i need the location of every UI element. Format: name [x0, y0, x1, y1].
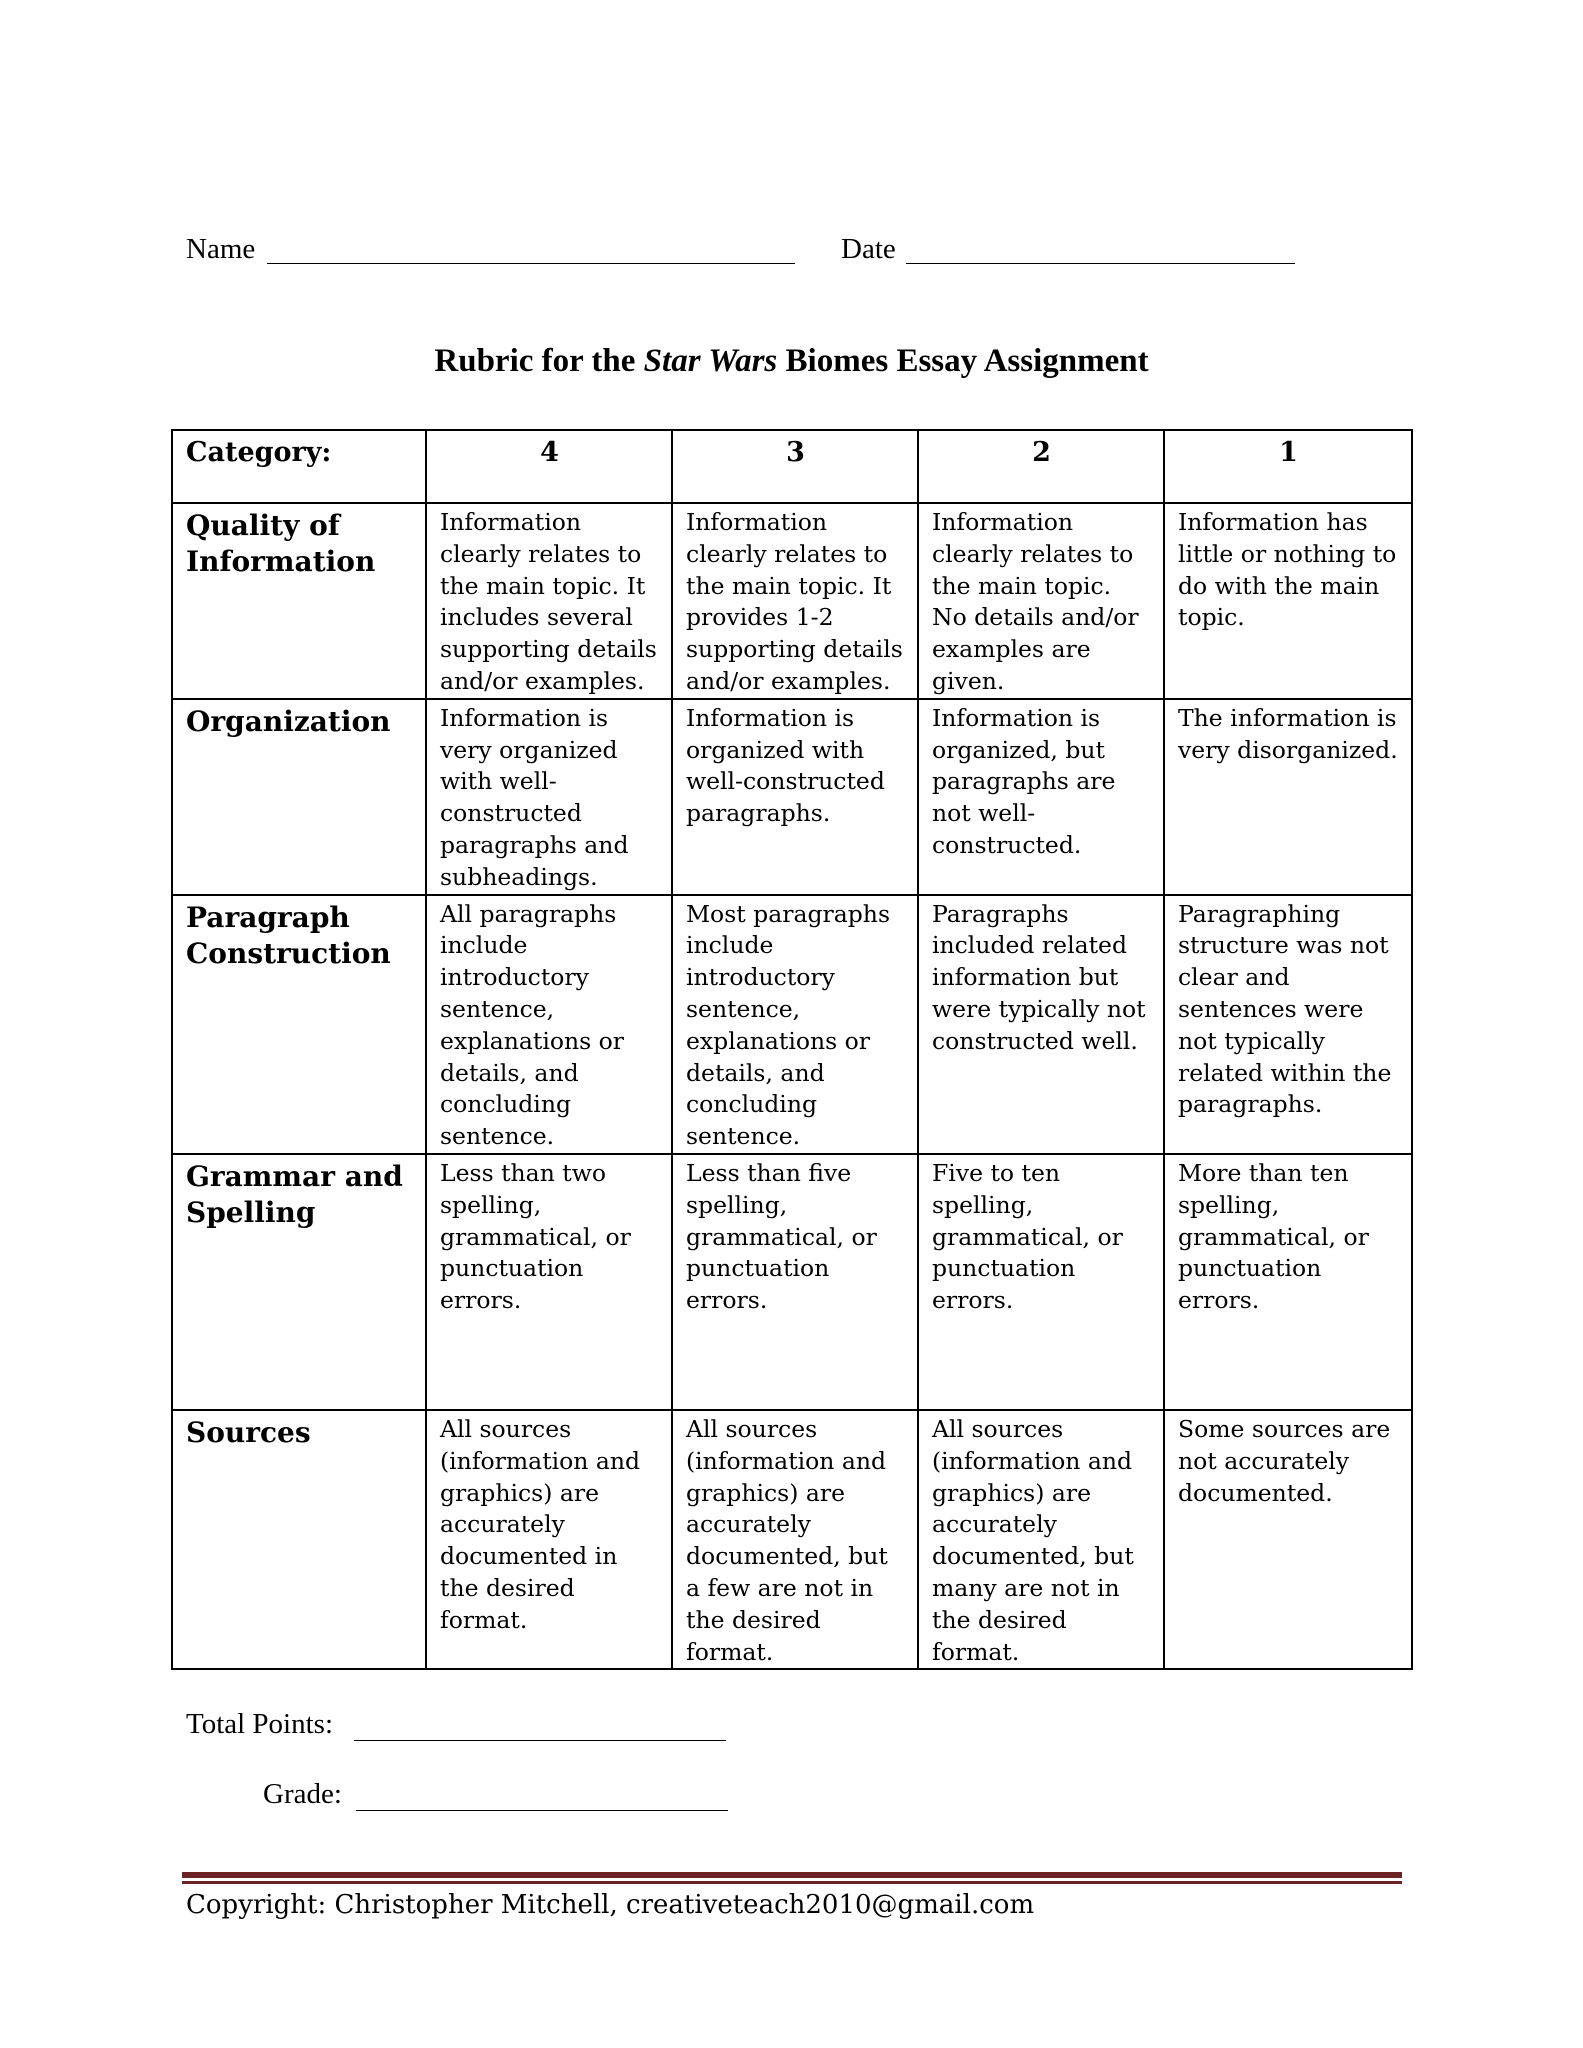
- rubric-cell: Paragraphs included related information but were typically not constructed well.: [918, 895, 1164, 1154]
- category-cell: Sources: [172, 1410, 426, 1669]
- total-points-label: Total Points:: [186, 1708, 334, 1740]
- table-row: [172, 699, 1412, 895]
- category-cell: Quality of Information: [172, 503, 426, 699]
- rubric-cell: Five to ten spelling, grammatical, or punctuation errors.: [918, 1154, 1164, 1410]
- grade-label: Grade:: [263, 1778, 342, 1810]
- rubric-cell: Most paragraphs include introductory sentence, explanations or details, and concluding sentence.: [672, 895, 918, 1154]
- name-label: Name: [186, 233, 256, 265]
- rubric-cell: Less than two spelling, grammatical, or punctuation errors.: [426, 1154, 672, 1410]
- rubric-cell: All sources (information and graphics) are accurately documented in the desired format.: [426, 1410, 672, 1669]
- category-cell: Grammar and Spelling: [172, 1154, 426, 1410]
- page-title: [0, 345, 1583, 378]
- rubric-cell: Information has little or nothing to do with the main topic.: [1164, 503, 1412, 699]
- rubric-cell: The information is very disorganized.: [1164, 699, 1412, 895]
- table-header-row: [172, 430, 1412, 503]
- rubric-cell: Less than five spelling, grammatical, or punctuation errors.: [672, 1154, 918, 1410]
- header-category: Category:: [172, 430, 426, 503]
- rubric-cell: Information is very organized with well-constructed paragraphs and subheadings.: [426, 699, 672, 895]
- rubric-table: [171, 429, 1413, 1670]
- rubric-cell: All sources (information and graphics) are accurately documented, but many are not in the desired format.: [918, 1410, 1164, 1669]
- rubric-cell: More than ten spelling, grammatical, or punctuation errors.: [1164, 1154, 1412, 1410]
- table-row: [172, 503, 1412, 699]
- category-cell: Organization: [172, 699, 426, 895]
- rubric-cell: Paragraphing structure was not clear and sentences were not typically related within the paragraphs.: [1164, 895, 1412, 1154]
- table-row: [172, 895, 1412, 1154]
- date-field[interactable]: [906, 263, 1295, 264]
- table-row: [172, 1410, 1412, 1669]
- rubric-cell: Information is organized with well-constructed paragraphs.: [672, 699, 918, 895]
- header-score-4: 4: [426, 430, 672, 503]
- header-score-2: 2: [918, 430, 1164, 503]
- rubric-cell: Information is organized, but paragraphs are not well-constructed.: [918, 699, 1164, 895]
- grade-field[interactable]: [356, 1810, 728, 1811]
- footer-rule-thin: [182, 1881, 1402, 1884]
- footer-rule: [182, 1872, 1402, 1878]
- rubric-cell: All paragraphs include introductory sentence, explanations or details, and concluding sentence.: [426, 895, 672, 1154]
- category-cell: Paragraph Construction: [172, 895, 426, 1154]
- title-italic: Star Wars: [643, 343, 778, 379]
- rubric-cell: Information clearly relates to the main topic. It provides 1-2 supporting details and/or examples.: [672, 503, 918, 699]
- title-suffix: Biomes Essay Assignment: [777, 343, 1149, 379]
- rubric-cell: Information clearly relates to the main topic. No details and/or examples are given.: [918, 503, 1164, 699]
- rubric-cell: Information clearly relates to the main topic. It includes several supporting details and/or examples.: [426, 503, 672, 699]
- rubric-cell: Some sources are not accurately documented.: [1164, 1410, 1412, 1669]
- table-row: [172, 1154, 1412, 1410]
- title-prefix: Rubric for the: [434, 343, 644, 379]
- name-field[interactable]: [267, 263, 795, 264]
- date-label: Date: [841, 233, 896, 265]
- copyright-text: Copyright: Christopher Mitchell, creativeteach2010@gmail.com: [186, 1890, 1035, 1920]
- header-score-3: 3: [672, 430, 918, 503]
- total-points-field[interactable]: [354, 1740, 726, 1741]
- header-score-1: 1: [1164, 430, 1412, 503]
- rubric-cell: All sources (information and graphics) are accurately documented, but a few are not in the desired format.: [672, 1410, 918, 1669]
